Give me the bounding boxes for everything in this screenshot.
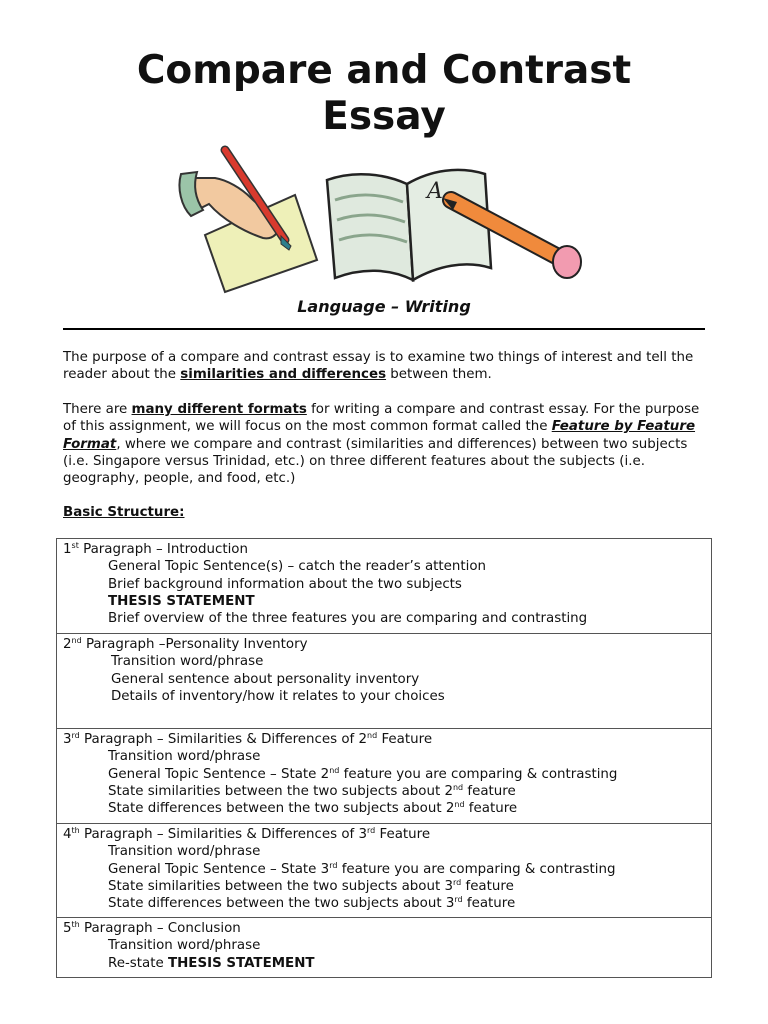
writing-clipart <box>175 140 595 298</box>
ordinal-number: 3 <box>63 732 72 747</box>
ordinal-suffix: th <box>71 920 80 929</box>
book-pencil-icon <box>327 170 581 280</box>
text-run: feature you are comparing & contrasting <box>339 766 618 782</box>
heading-text: Paragraph – Introduction <box>78 542 248 557</box>
ordinal-number: 5 <box>63 921 72 936</box>
row-heading <box>63 636 705 653</box>
heading-text: Paragraph – Conclusion <box>79 921 241 936</box>
paragraph-1-cell <box>57 539 712 634</box>
emphasis-feature-format: Feature by Feature Format <box>63 419 696 452</box>
list-item: Transition word/phrase <box>111 654 264 670</box>
text-run: feature <box>461 878 514 894</box>
paragraph-4-cell <box>57 824 712 918</box>
row-heading <box>63 541 705 558</box>
ordinal-suffix: rd <box>454 895 463 905</box>
ordinal-suffix: st <box>71 541 79 550</box>
heading-text: Paragraph –Personality Inventory <box>81 637 308 652</box>
heading-text: Paragraph – Similarities & Differences of 2 <box>79 732 368 747</box>
thesis-statement-text: THESIS STATEMENT <box>167 955 315 971</box>
table-row <box>57 824 712 918</box>
list-item: Transition word/phrase <box>108 844 261 860</box>
svg-text:A: A <box>427 179 443 204</box>
text-run: , where we compare and contrast (similarities and differences) between two subjects (i.e. Singapore versus Trinidad, etc.) on three different features about the subjects (i.e. geography, people, and food, etc.) <box>63 436 688 487</box>
heading-text: Paragraph – Similarities & Differences of 3 <box>79 827 368 842</box>
emphasis-similarities: similarities and differences <box>180 367 387 383</box>
title-line-2: Essay <box>322 94 446 139</box>
table-row <box>57 918 712 978</box>
list-item: Details of inventory/how it relates to your choices <box>111 688 445 704</box>
text-run: General Topic Sentence – State 2 <box>108 766 330 782</box>
row-heading <box>63 731 705 748</box>
ordinal-suffix: nd <box>329 765 340 775</box>
emphasis-formats: many different formats <box>131 402 307 417</box>
ordinal-suffix: nd <box>367 731 378 740</box>
row-heading <box>63 920 705 937</box>
text-run: State differences between the two subjects about 3 <box>108 896 455 912</box>
ordinal-suffix: rd <box>71 731 80 740</box>
text-run: Re-state <box>108 955 168 971</box>
paragraph-2-cell <box>57 634 712 729</box>
text-run: State differences between the two subjects about 2 <box>108 801 455 817</box>
ordinal-number: 1 <box>63 542 72 557</box>
text-run: feature <box>462 896 516 912</box>
ordinal-suffix: th <box>71 826 80 835</box>
list-item: General sentence about personality inventory <box>111 671 420 687</box>
list-item: Transition word/phrase <box>108 938 261 954</box>
intro-paragraph-1 <box>63 349 705 384</box>
text-run: feature you are comparing & contrasting <box>337 861 616 877</box>
list-item <box>63 800 705 817</box>
ordinal-suffix: nd <box>454 800 465 810</box>
text-run: State similarities between the two subjects about 2 <box>108 783 453 799</box>
list-item: General Topic Sentence(s) – catch the reader’s attention <box>108 559 487 575</box>
row-heading <box>63 826 705 843</box>
text-run: The purpose of a compare and contrast essay is to examine two things of interest and tell the reader about the <box>63 350 694 383</box>
subtitle: Language – Writing <box>297 297 471 316</box>
list-item <box>63 878 705 895</box>
table-row <box>57 729 712 824</box>
ordinal-suffix: rd <box>367 826 376 835</box>
text-run: State similarities between the two subjects about 3 <box>108 878 453 894</box>
divider <box>63 328 705 330</box>
hand-writing-icon <box>179 150 317 292</box>
ordinal-number: 2 <box>63 637 72 652</box>
list-item: Brief overview of the three features you are comparing and contrasting <box>108 611 588 627</box>
list-item: Transition word/phrase <box>108 749 261 765</box>
ordinal-number: 4 <box>63 827 72 842</box>
intro-paragraph-2 <box>63 401 705 487</box>
basic-structure-heading: Basic Structure: <box>63 505 185 520</box>
list-item <box>63 861 705 878</box>
text-run: between them. <box>386 367 492 383</box>
text-run: There are <box>63 402 132 417</box>
heading-text: Feature <box>377 732 433 747</box>
text-run: feature <box>463 783 516 799</box>
text-run: General Topic Sentence – State 3 <box>108 861 330 877</box>
ordinal-suffix: rd <box>452 877 462 887</box>
paragraph-3-cell <box>57 729 712 824</box>
list-item: Brief background information about the two subjects <box>108 576 462 592</box>
table-row <box>57 539 712 634</box>
ordinal-suffix: nd <box>71 636 82 645</box>
ordinal-suffix: nd <box>452 782 464 792</box>
ordinal-suffix: rd <box>329 860 338 870</box>
table-row <box>57 634 712 729</box>
list-item <box>63 895 705 912</box>
text-run: for writing a compare and contrast essay. For the purpose of this assignment, we will focus on the most common format called the <box>63 402 700 435</box>
text-run: feature <box>464 801 518 817</box>
list-item <box>63 955 705 972</box>
list-item <box>63 783 705 800</box>
list-item <box>63 766 705 783</box>
heading-text: Feature <box>375 827 431 842</box>
page-title <box>0 48 768 140</box>
title-line-1: Compare and Contrast <box>136 48 632 93</box>
paragraph-5-cell <box>57 918 712 978</box>
structure-table <box>56 538 712 978</box>
list-item: THESIS STATEMENT <box>108 593 255 609</box>
